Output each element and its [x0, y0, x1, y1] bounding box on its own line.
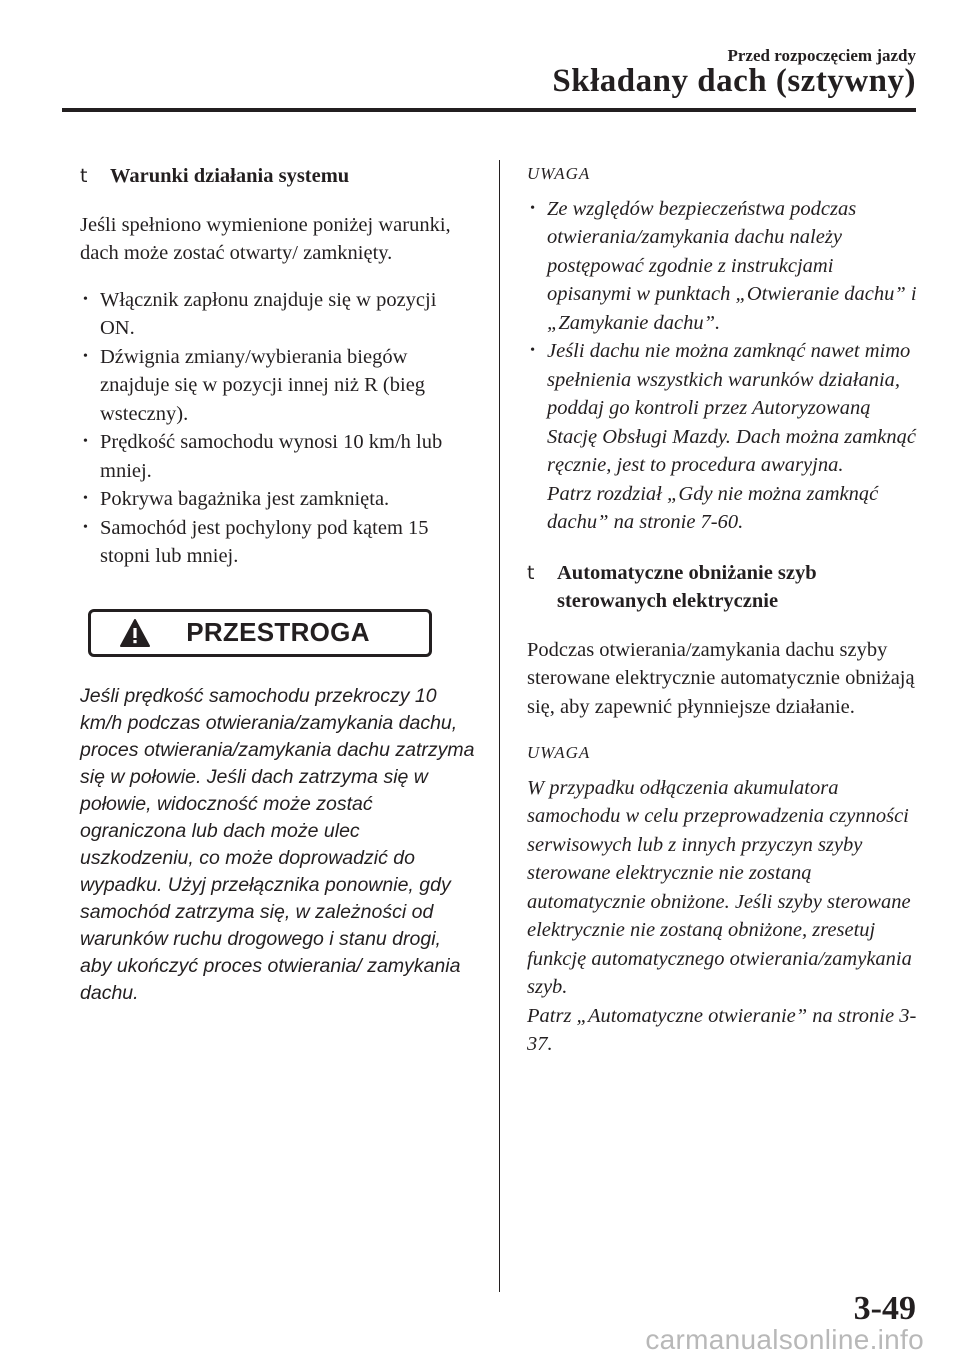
right-column	[527, 160, 922, 1059]
note-label: UWAGA	[527, 743, 591, 762]
left-column	[80, 160, 476, 1007]
note-list	[527, 195, 922, 537]
note-reference: Patrz „Automatyczne otwieranie” na stronie 3-37.	[527, 1004, 917, 1055]
section-marker-icon: t	[527, 561, 535, 584]
bullet-icon: •	[530, 200, 535, 216]
note-reference: Patrz rozdział „Gdy nie można zamknąć dachu” na stronie 7-60.	[547, 482, 879, 533]
bullet-icon: •	[83, 348, 88, 364]
bullet-icon: •	[83, 291, 88, 307]
section-marker-icon: t	[80, 165, 88, 187]
watermark: carmanualsonline.info	[645, 1324, 924, 1355]
list-item	[80, 428, 476, 485]
list-item-text: Pokrywa bagażnika jest zamknięta.	[100, 488, 390, 510]
note-text: W przypadku odłączenia akumulatora samochodu w celu przeprowadzenia czynności serwisowych lub z innych przyczyn szyby sterowane elektrycznie nie zostaną automatycznie obniżone. Jeśli szyby sterowane elektrycznie nie zostaną obniżone, zresetuj funkcję automatycznego otwierania/zamykania szyb.	[527, 776, 912, 998]
list-item	[80, 514, 476, 571]
conditions-list	[80, 286, 476, 571]
section-heading-text: Automatyczne obniżanie szyb sterowanych elektrycznie	[557, 561, 817, 612]
caution-header	[88, 609, 432, 657]
header-rule	[62, 108, 916, 112]
section-heading-windows	[527, 559, 922, 616]
bullet-icon: •	[83, 434, 88, 449]
list-item-text: Włącznik zapłonu znajduje się w pozycji ON.	[100, 288, 437, 339]
section-heading-conditions	[80, 162, 476, 191]
bullet-icon: •	[530, 343, 535, 358]
bullet-icon: •	[83, 491, 88, 506]
list-item	[80, 343, 476, 429]
page-number: 3-49	[853, 1290, 916, 1327]
bullet-icon: •	[83, 519, 88, 535]
caution-title: PRZESTROGA	[186, 617, 370, 648]
list-item	[527, 337, 922, 537]
section-heading-text: Warunki działania systemu	[110, 165, 350, 187]
body-paragraph: Podczas otwierania/zamykania dachu szyby sterowane elektrycznie automatycznie obniżają się, aby zapewnić płynniejsze działanie.	[527, 638, 915, 718]
section-header: Przed rozpoczęciem jazdy	[727, 46, 916, 65]
warning-triangle-icon	[119, 618, 151, 648]
caution-text: Jeśli prędkość samochodu przekroczy 10 km/h podczas otwierania/zamykania dachu, proces otwierania/zamykania dachu zatrzyma się w połowie. Jeśli dach zatrzyma się w połowie, widoczność może zostać ograniczona lub dach może ulec uszkodzeniu, co może doprowadzić do wypadku. Użyj przełącznika ponownie, gdy samochód zatrzyma się, w zależności od warunków ruchu drogowego i stanu drogi, aby ukończyć proces otwierania/ zamykania dachu.	[80, 684, 475, 1004]
list-item-text: Samochód jest pochylony pod kątem 15 stopni lub mniej.	[100, 516, 429, 567]
list-item-text: Prędkość samochodu wynosi 10 km/h lub mniej.	[100, 431, 443, 482]
intro-paragraph: Jeśli spełniono wymienione poniżej warunki, dach może zostać otwarty/ zamknięty.	[80, 213, 451, 264]
list-item-text: Ze względów bezpieczeństwa podczas otwierania/zamykania dachu należy postępować zgodnie z instrukcjami opisanymi w punktach „Otwieranie dachu” i „Zamykanie dachu”.	[547, 197, 917, 334]
page-title: Składany dach (sztywny)	[552, 63, 916, 99]
note-label: UWAGA	[527, 164, 591, 183]
list-item	[80, 286, 476, 343]
list-item	[527, 195, 922, 338]
list-item-text: Jeśli dachu nie można zamknąć nawet mimo spełnienia wszystkich warunków działania, poddaj go kontroli przez Autoryzowaną Stację Obsługi Mazdy. Dach można zamknąć ręcznie, jest to procedura awaryjna.	[547, 340, 916, 476]
column-divider	[499, 160, 500, 1292]
list-item-text: Dźwignia zmiany/wybierania biegów znajduje się w pozycji innej niż R (bieg wsteczny).	[100, 345, 426, 425]
list-item	[80, 485, 476, 514]
